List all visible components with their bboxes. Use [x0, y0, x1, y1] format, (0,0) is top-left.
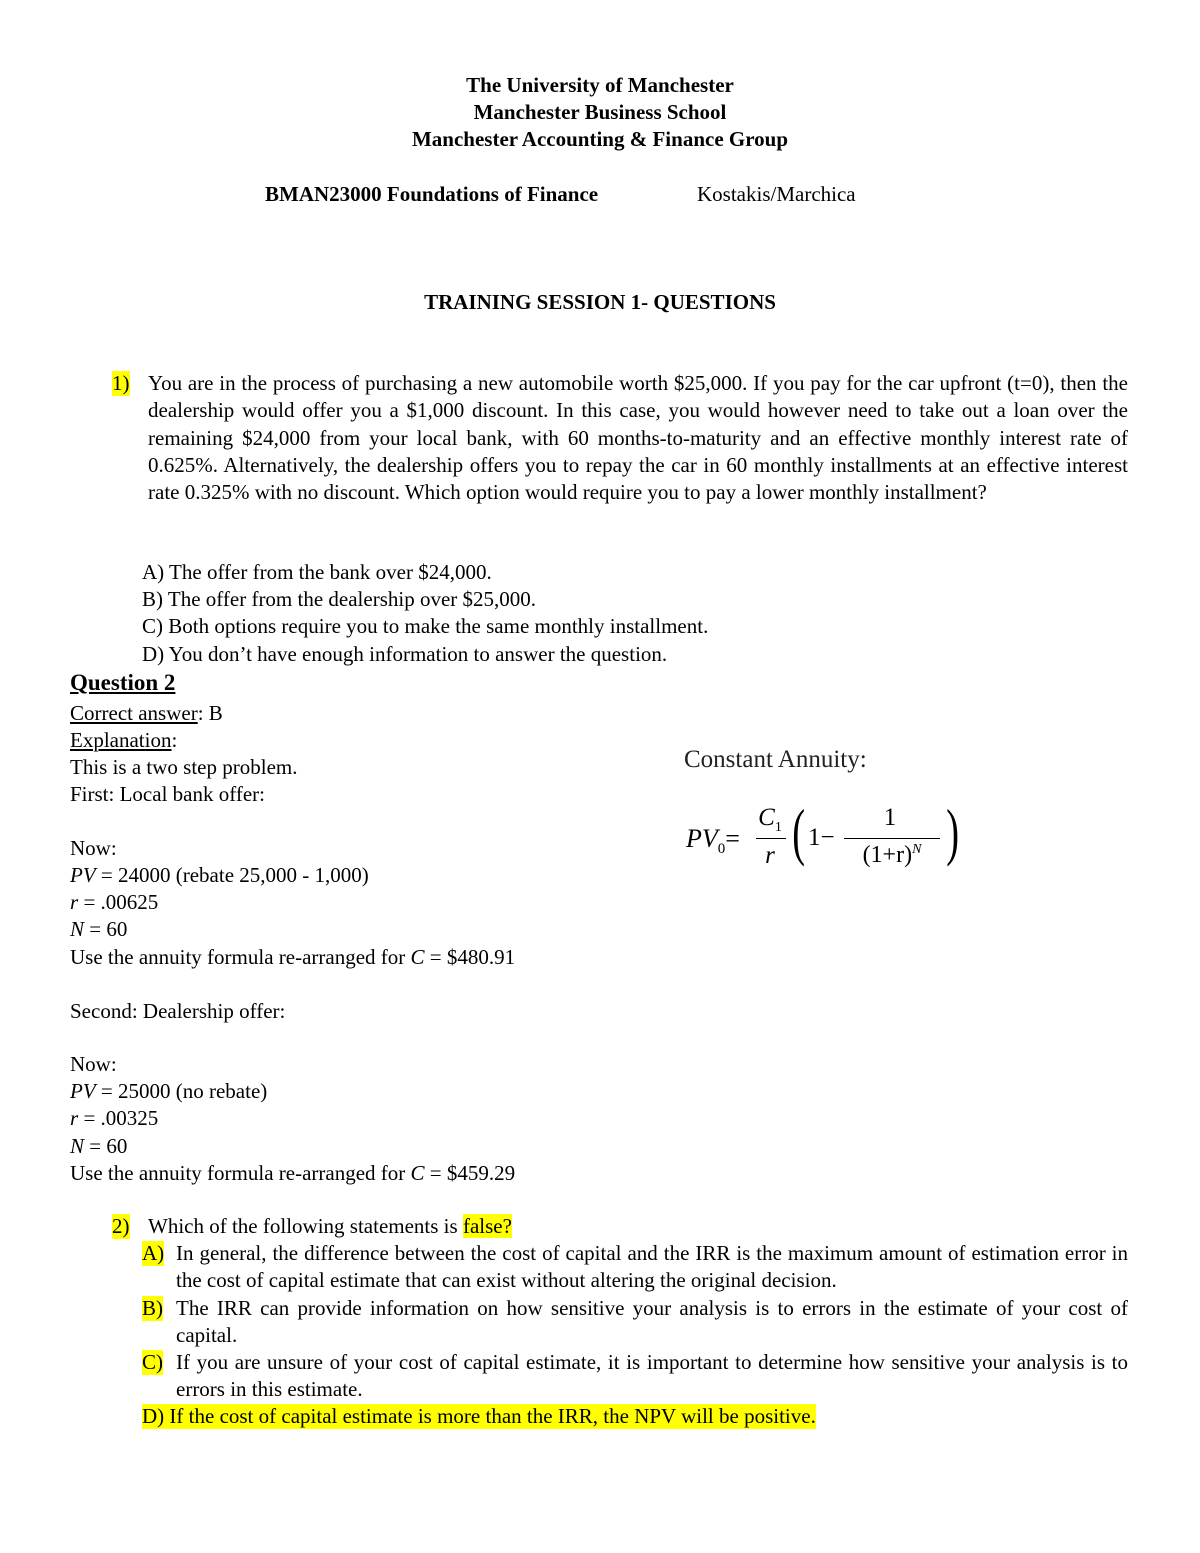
formula-frac-bar-1	[756, 838, 786, 839]
q2-number: 2)	[112, 1214, 130, 1238]
q1-option-c: C) Both options require you to make the same monthly installment.	[142, 614, 709, 638]
q1-option-a: A) The offer from the bank over $24,000.	[142, 560, 492, 584]
formula-one: 1−	[808, 824, 835, 851]
formula-frac-bar-2	[844, 838, 940, 839]
formula-title: Constant Annuity:	[684, 746, 867, 773]
q1-option-d: D) You don’t have enough information to answer the question.	[142, 642, 668, 666]
q2-option-a-text: In general, the difference between the cost of capital and the IRR is the maximum amount of estimation error in the cost of capital estimate that can exist without altering the original decision.	[176, 1241, 1128, 1293]
use-line-1: Use the annuity formula re-arranged for C = $480.91	[70, 945, 516, 969]
n-line-1: N = 60	[70, 917, 128, 941]
pv-line-1: PV = 24000 (rebate 25,000 - 1,000)	[70, 863, 369, 887]
formula-c1: $C_1$	[758, 804, 782, 835]
lecturers: Kostakis/Marchica	[697, 182, 856, 206]
formula-frac-num: 1	[883, 804, 897, 831]
n-line-2: N = 60	[70, 1134, 128, 1158]
university-name: The University of Manchester	[466, 73, 734, 97]
explanation-line-2: First: Local bank offer:	[70, 782, 265, 806]
r-line-2: r = .00325	[70, 1106, 159, 1130]
second-offer: Second: Dealership offer:	[70, 999, 286, 1023]
formula-r: r	[765, 842, 775, 869]
explanation-label: Explanation:	[70, 728, 178, 752]
q2-option-b-letter: B)	[142, 1296, 163, 1320]
q1-text: You are in the process of purchasing a new automobile worth $25,000. If you pay for the car upfront (t=0), then the dealership would offer you a $1,000 discount. In this case, you would however need to take out a loan over the remaining $24,000 from your local bank, with 60 months-to-maturity and an effective monthly interest rate of 0.625%. Alternatively, the dealership offers you to repay the car in 60 monthly installments at an effective interest rate 0.325% with no discount. Which option would require you to pay a lower monthly installment?	[148, 371, 1128, 505]
course-title: BMAN23000 Foundations of Finance	[265, 182, 599, 206]
formula-lhs: $PV_0=$	[686, 824, 740, 858]
use-line-2: Use the annuity formula re-arranged for C = $459.29	[70, 1161, 516, 1185]
school-name: Manchester Business School	[473, 100, 727, 124]
now-label-2: Now:	[70, 1052, 117, 1076]
answer-heading: Question 2	[70, 670, 176, 695]
q2-option-c-letter: C)	[142, 1350, 163, 1374]
formula-frac-den: $(1+r)^N$	[862, 842, 922, 868]
q2-text: Which of the following statements is false?	[148, 1214, 512, 1238]
q2-option-a-letter: A)	[142, 1241, 165, 1265]
formula-left-paren: (	[792, 796, 806, 867]
now-label-1: Now:	[70, 836, 117, 860]
pv-line-2: PV = 25000 (no rebate)	[70, 1079, 268, 1103]
q1-option-b: B) The offer from the dealership over $25,000.	[142, 587, 537, 611]
correct-answer: Correct answer: B	[70, 701, 223, 725]
formula-right-paren: )	[946, 796, 960, 867]
session-title: TRAINING SESSION 1- QUESTIONS	[424, 290, 776, 314]
q1-number: 1)	[112, 371, 130, 395]
explanation-line-1: This is a two step problem.	[70, 755, 298, 779]
r-line-1: r = .00625	[70, 890, 159, 914]
annuity-formula	[680, 746, 960, 896]
q2-option-d: D) If the cost of capital estimate is more than the IRR, the NPV will be positive.	[142, 1404, 816, 1428]
q2-option-b-text: The IRR can provide information on how sensitive your analysis is to errors in the estimate of your cost of capital.	[176, 1296, 1128, 1348]
group-name: Manchester Accounting & Finance Group	[411, 127, 789, 151]
q2-option-c-text: If you are unsure of your cost of capital estimate, it is important to determine how sensitive your analysis is to errors in this estimate.	[176, 1350, 1128, 1402]
